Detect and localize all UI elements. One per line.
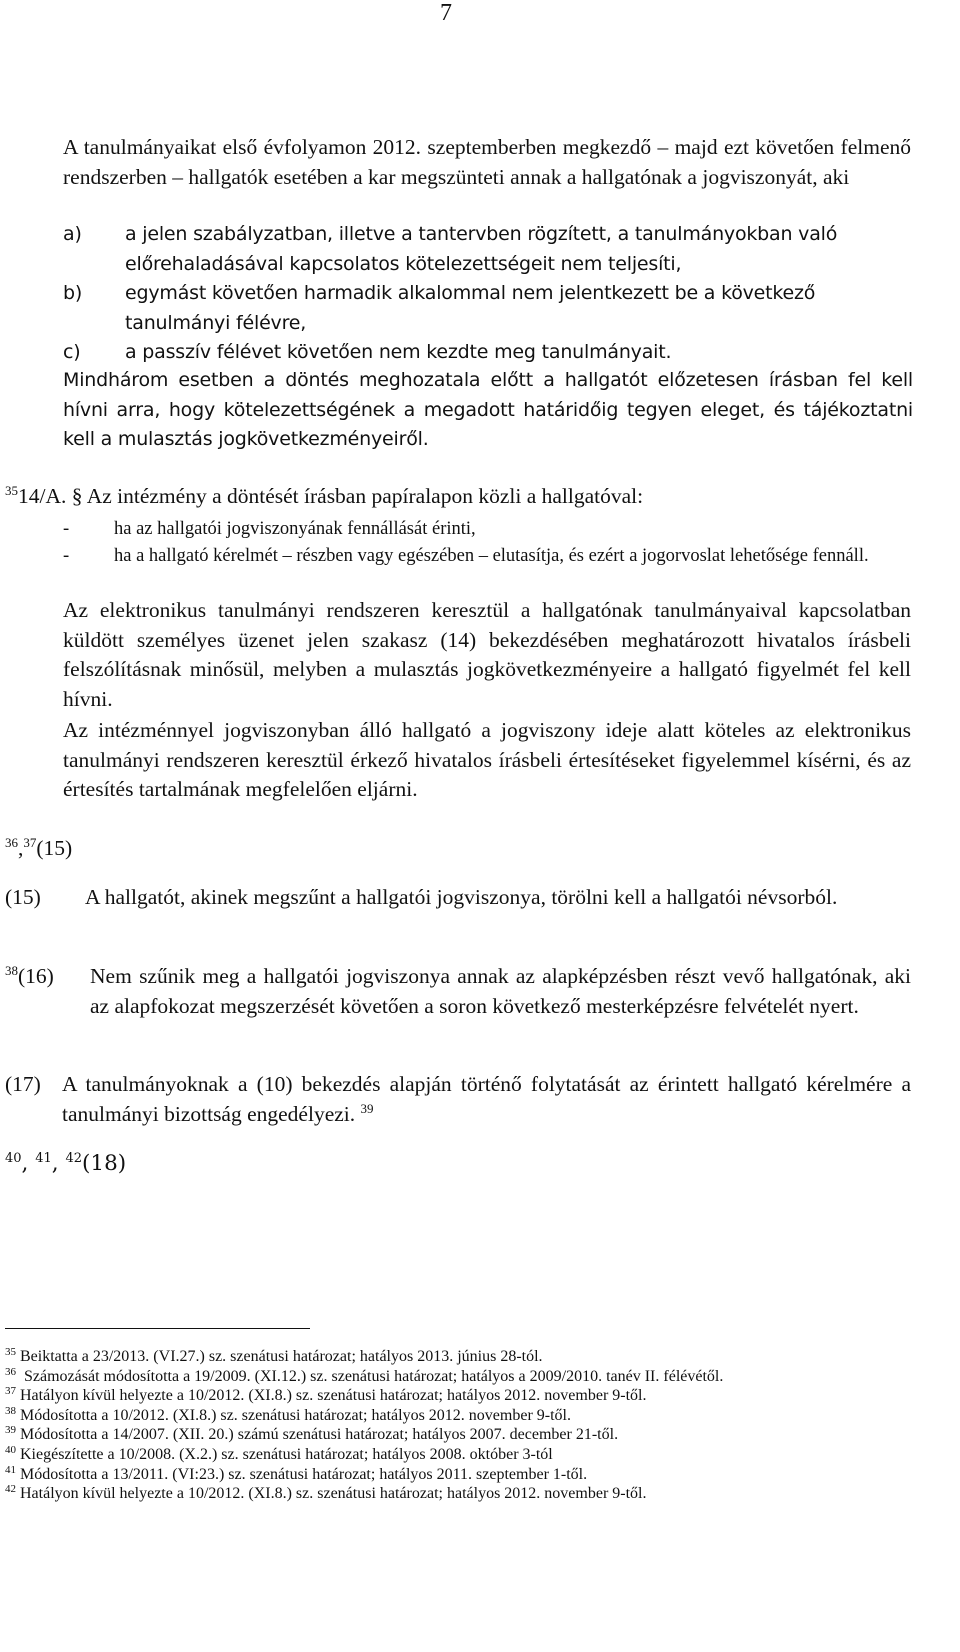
separator: , (18, 836, 24, 860)
bullet-text: ha a hallgató kérelmét – részben vagy egészében – elutasítja, és ezért a jogorvoslat lehetősége fennáll. (114, 546, 869, 566)
section-14a-heading (5, 482, 915, 510)
footnote-ref: 35 (5, 483, 18, 498)
footnote-text: Módosította a 13/2011. (VI:23.) sz. szenátusi határozat; hatályos 2011. szeptember 1-től. (20, 1465, 588, 1483)
footnote-number: 39 (5, 1424, 16, 1437)
footnote (5, 1445, 885, 1465)
footnote-ref: 36 (5, 835, 18, 850)
item-label: b) (63, 282, 83, 304)
footnote (5, 1406, 885, 1426)
footnote-text: Kiegészítette a 10/2008. (X.2.) sz. szenátusi határozat; hatályos 2008. október 3-tól (20, 1445, 553, 1463)
separator: , (21, 1151, 29, 1176)
page-number: 7 (440, 0, 452, 26)
footnote-number: 40 (5, 1443, 16, 1456)
footnote-ref: 37 (23, 835, 37, 850)
footnote-ref: 38 (5, 963, 18, 978)
footnote-text: Módosította a 10/2012. (XI.8.) sz. szenátusi határozat; hatályos 2012. november 9-től. (20, 1406, 571, 1424)
section-sign: § (71, 484, 83, 508)
bullet-item (63, 516, 913, 543)
paragraph-15-reference (5, 834, 72, 862)
footnotes (5, 1347, 885, 1504)
item-text: a passzív félévet követően nem kezdte meg tanulmányait. (125, 341, 672, 363)
paragraph-label: (15) (36, 836, 73, 860)
item-text: egymást követően harmadik alkalommal nem jelentkezett be a következő tanulmányi félévre, (125, 282, 816, 334)
footnote-number: 38 (5, 1404, 16, 1417)
paragraph-18-reference (5, 1150, 126, 1178)
intro-paragraph: A tanulmányaikat első évfolyamon 2012. szeptemberben megkezdő – majd ezt követően felmenő rendszerben – hallgatók esetében a kar megszünteti annak a hallgatónak a jogviszonyát, aki (63, 135, 911, 189)
section-14a-paragraph-1: Az elektronikus tanulmányi rendszeren keresztül a hallgatónak tanulmányaival kapcsolatban küldött személyes üzenet jelen szakasz (14) bekezdésében meghatározott hivatalos írásbeli felszólításnak minősül, melyben a mulasztás jogkövetkezményeire a hallgató figyelmét fel kell hívni. (63, 598, 911, 711)
footnote-text: Módosította a 14/2007. (XII. 20.) számú szenátusi határozat; hatályos 2007. december 21-től. (20, 1426, 619, 1444)
footnote (5, 1484, 885, 1504)
bullet-text: ha az hallgatói jogviszonyának fennállását érinti, (114, 519, 476, 539)
item-list (63, 220, 913, 368)
paragraph-text: Nem szűnik meg a hallgatói jogviszonya annak az alapképzésben részt vevő hallgatónak, aki az alapfokozat megszerzését követően a soron következő mesterképzésre felvételét nyert. (90, 964, 911, 1018)
paragraph-label-group (5, 962, 54, 992)
footnote-number: 35 (5, 1346, 16, 1358)
footnote-ref: 42 (65, 1151, 83, 1166)
paragraph-text: A tanulmányoknak a (10) bekezdés alapján történő folytatását az érintett hallgató kérelmére a tanulmányi bizottság engedélyezi. (62, 1072, 911, 1126)
paragraph-16 (5, 962, 911, 1021)
footnote-ref: 39 (360, 1100, 374, 1116)
item-label: c) (63, 341, 81, 363)
footnote-text: Számozását módosította a 19/2009. (XI.12.) sz. szenátusi határozat; hatályos a 2009/2010. tanév II. félévétől. (24, 1367, 724, 1385)
paragraph-15 (5, 883, 911, 913)
list-item-a (63, 220, 913, 279)
item-label: a) (63, 223, 82, 245)
list-item-c (63, 338, 913, 368)
footnote (5, 1425, 885, 1445)
paragraph-label: (18) (82, 1151, 127, 1176)
footnote (5, 1386, 885, 1406)
footnote-ref: 40 (5, 1151, 22, 1166)
footnote-number: 36 (5, 1365, 16, 1378)
footnote (5, 1367, 885, 1387)
footnote-separator (5, 1328, 310, 1329)
bullet-item (63, 543, 913, 570)
footnote-text: Hatályon kívül helyezte a 10/2012. (XI.8.) sz. szenátusi határozat; hatályos 2012. november 9-től. (20, 1387, 647, 1405)
section-14a-paragraph-2: Az intézménnyel jogviszonyban álló hallgató a jogviszony ideje alatt köteles az elektronikus tanulmányi rendszeren keresztül érkező hivatalos írásbeli értesítéseket figyelemmel kísérni, és az értesítés tartalmának megfelelően eljárni. (63, 718, 911, 801)
footnote (5, 1465, 885, 1485)
paragraph-text: A hallgatót, akinek megszűnt a hallgatói jogviszonya, törölni kell a hallgatói névsorból. (85, 885, 838, 909)
footnote-number: 41 (5, 1463, 16, 1476)
footnote-text: Beiktatta a 23/2013. (VI.27.) sz. szenátusi határozat; hatályos 2013. június 28-tól. (20, 1348, 543, 1365)
section-number: 14/A. (18, 484, 67, 508)
footnote-text: Hatályon kívül helyezte a 10/2012. (XI.8.) sz. szenátusi határozat; hatályos 2012. november 9-től. (20, 1485, 647, 1503)
paragraph-label: (15) (5, 885, 41, 909)
item-text: a jelen szabályzatban, illetve a tantervben rögzített, a tanulmányokban való előrehaladásával kapcsolatos kötelezettségeit nem teljesíti, (125, 223, 838, 275)
paragraph-label: (16) (18, 964, 54, 988)
separator: , (51, 1151, 59, 1176)
paragraph-label: (17) (5, 1072, 41, 1096)
bullet-list (63, 516, 913, 570)
paragraph-17 (5, 1070, 911, 1129)
bullet-dash: - (63, 546, 70, 566)
footnote-number: 37 (5, 1385, 16, 1398)
list-item-b (63, 279, 913, 338)
footnote-number: 42 (5, 1483, 16, 1496)
footnote (5, 1347, 885, 1367)
section-lead: Az intézmény a döntését írásban papíralapon közli a hallgatóval: (86, 484, 644, 508)
closing-paragraph: Mindhárom esetben a döntés meghozatala előtt a hallgatót előzetesen írásban fel kell hívni arra, hogy kötelezettségének a megadott határidőig tegyen eleget, és tájékoztatni kell a mulasztás jogkövetkezményeiről. (63, 369, 913, 450)
footnote-ref: 41 (35, 1151, 52, 1166)
bullet-dash: - (63, 519, 70, 539)
